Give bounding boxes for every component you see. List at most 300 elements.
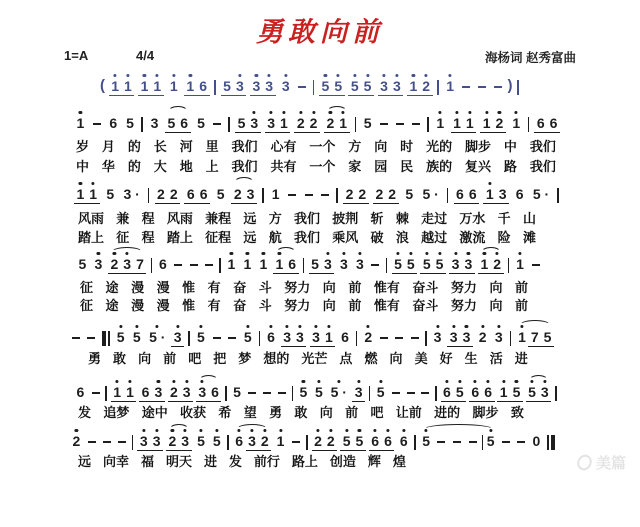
lyric-word: 进的	[434, 405, 461, 420]
lyric-word: 前	[345, 405, 359, 420]
note-digit: 2	[314, 433, 322, 449]
note	[92, 250, 105, 274]
octave-dot-high	[409, 252, 412, 255]
note-digit: 5	[216, 186, 225, 202]
note	[265, 109, 278, 133]
lyric-word: 向	[374, 139, 388, 154]
octave-dot-high	[246, 325, 249, 328]
note	[361, 72, 374, 96]
note	[221, 72, 234, 96]
note	[541, 323, 554, 347]
octave-dot-high	[113, 252, 116, 255]
lyric-word: 族的	[426, 159, 453, 174]
lyric-word: 希	[218, 405, 232, 420]
note	[233, 427, 246, 451]
note	[516, 323, 529, 347]
octave-dot-high	[199, 325, 202, 328]
note-digit: 3	[462, 329, 471, 345]
note	[352, 378, 365, 402]
note-group	[309, 250, 335, 274]
note	[134, 250, 147, 274]
lyric-word: 努力	[284, 280, 311, 295]
note-digit: 2	[72, 433, 81, 449]
octave-dot-high	[119, 325, 122, 328]
note	[258, 427, 271, 451]
note-group	[526, 378, 552, 402]
duration-dash	[462, 86, 470, 88]
note	[87, 180, 100, 204]
lyric-word: 敢	[294, 405, 308, 420]
note-group	[155, 180, 181, 204]
lyric-word: 奋斗	[412, 280, 439, 295]
note	[241, 250, 254, 274]
note-digit: 3	[449, 329, 458, 345]
note-digit: 2	[170, 384, 178, 400]
note-digit: 3	[380, 78, 388, 94]
lyric-word: 我们	[293, 230, 320, 245]
octave-dot-high	[97, 252, 100, 255]
note-digit: 3	[464, 256, 473, 272]
note	[214, 180, 227, 204]
note	[184, 180, 197, 204]
octave-dot-high	[498, 111, 501, 114]
note-group	[319, 72, 345, 96]
thick-bar	[102, 331, 107, 346]
note-digit: 1	[465, 115, 474, 131]
note-digit: 6	[549, 115, 558, 131]
lyric-word: 方	[268, 211, 282, 226]
octave-dot-high	[201, 380, 204, 383]
octave-dot-high	[215, 429, 218, 432]
note	[281, 323, 294, 347]
note-digit: 3	[339, 256, 348, 272]
note	[466, 180, 479, 204]
note	[139, 378, 152, 402]
note	[250, 72, 263, 96]
lyric-word: 踏上	[166, 230, 193, 245]
note-digit: 6	[199, 78, 208, 94]
lyric-word: 中	[76, 159, 90, 174]
note-group	[516, 323, 554, 347]
note-digit: 2	[157, 186, 165, 202]
note	[194, 323, 207, 347]
note	[273, 250, 286, 274]
note-digit: 3	[494, 329, 503, 345]
note-digit: 5	[512, 384, 521, 400]
lyric-word: 园	[374, 159, 388, 174]
note-group	[111, 378, 137, 402]
lyric-word: 风雨	[78, 211, 105, 226]
note	[478, 250, 491, 274]
section-barline	[102, 331, 110, 346]
octave-dot-high	[358, 429, 361, 432]
note	[233, 72, 246, 96]
note	[167, 72, 180, 96]
note-digit: 1	[186, 78, 195, 94]
note-digit: 2	[358, 186, 367, 202]
lyric-word: 披荆	[332, 211, 359, 226]
note-digit: 6	[186, 186, 195, 202]
octave-dot-high	[269, 325, 272, 328]
note	[378, 72, 391, 96]
lyric-word: 上	[205, 159, 219, 174]
note-digit: 6	[199, 186, 208, 202]
note-digit: 6	[76, 384, 85, 400]
note	[420, 180, 441, 204]
note-digit: 2	[495, 115, 504, 131]
note	[514, 250, 527, 274]
lyric-word: 吧	[188, 351, 202, 366]
octave-dot-high	[298, 325, 301, 328]
note	[404, 250, 417, 274]
note-digit: 1	[76, 186, 85, 202]
note	[392, 250, 405, 274]
note-group	[137, 427, 163, 451]
note-digit: 3	[265, 78, 274, 94]
lyric-word: 大	[153, 159, 167, 174]
note-digit: 5	[126, 115, 134, 131]
note	[441, 378, 454, 402]
lyric-word: 把	[213, 351, 227, 366]
note	[328, 378, 349, 402]
lyric-word: 复兴	[464, 159, 491, 174]
note-group	[166, 427, 192, 451]
note-group	[534, 109, 560, 133]
lyric-word: 努力	[284, 298, 311, 313]
note-digit: 6	[211, 384, 219, 400]
note	[294, 323, 307, 347]
note-group	[449, 250, 475, 274]
note-digit: 3	[235, 78, 244, 94]
lyric-word: 前	[348, 280, 362, 295]
note-group	[294, 109, 320, 133]
note	[497, 378, 510, 402]
note-group	[168, 378, 194, 402]
note-digit: 6	[384, 433, 392, 449]
note	[297, 378, 310, 402]
note-digit: 2	[296, 115, 305, 131]
lyric-word: 里	[205, 139, 219, 154]
music-line-2	[74, 109, 560, 133]
lyric-word: 征	[80, 298, 94, 313]
note	[321, 250, 334, 274]
duration-dash	[453, 441, 461, 443]
note-digit: 3	[433, 329, 442, 345]
note-digit: 2	[375, 186, 384, 202]
note-group	[469, 378, 495, 402]
note-digit: 5	[394, 256, 402, 272]
note	[121, 250, 134, 274]
note	[196, 378, 209, 402]
note-digit: 5	[116, 329, 125, 345]
note	[74, 109, 87, 133]
note-digit: 2	[169, 186, 178, 202]
octave-dot-high	[156, 325, 159, 328]
note-digit: 1	[453, 115, 461, 131]
note-digit: 5	[106, 186, 115, 202]
lyric-word: 途	[105, 298, 119, 313]
octave-dot-high	[128, 380, 131, 383]
octave-dot-high	[189, 74, 192, 77]
note	[111, 378, 124, 402]
note-group	[221, 72, 247, 96]
note-digit: 1	[280, 115, 288, 131]
duration-dash	[412, 123, 420, 125]
note-group	[420, 250, 446, 274]
barline	[414, 435, 416, 450]
lyric-word: 程	[141, 230, 155, 245]
lyric-word: 千	[497, 211, 511, 226]
note-group	[420, 427, 497, 451]
note-digit: 6	[141, 384, 150, 400]
note	[147, 323, 168, 347]
note-digit: 3	[198, 384, 207, 400]
note	[124, 109, 137, 133]
octave-dot-high	[467, 252, 470, 255]
lyric-word: 山	[522, 211, 536, 226]
octave-dot-high	[126, 74, 129, 77]
lyric-word: 途	[105, 280, 119, 295]
note	[491, 250, 504, 274]
note-digit: 5	[212, 433, 221, 449]
lyric-word: 致	[510, 405, 524, 420]
barline	[437, 80, 439, 95]
music-line-7	[70, 427, 556, 451]
duration-dash	[532, 264, 540, 266]
lyric-word: 征	[80, 280, 94, 295]
note	[340, 427, 353, 451]
note-digit: 5	[528, 384, 536, 400]
note	[454, 180, 467, 204]
note	[337, 250, 350, 274]
octave-dot-high	[530, 380, 533, 383]
song-title: 勇敢向前	[256, 17, 384, 48]
lyric-word: 家	[348, 159, 362, 174]
octave-dot-high	[253, 111, 256, 114]
duration-dash	[371, 264, 379, 266]
lyric-word: 路	[503, 159, 517, 174]
lyric-word: 有	[207, 280, 221, 295]
lyric-word: 美	[414, 351, 428, 366]
lyric-word: 征	[116, 230, 130, 245]
octave-dot-high	[543, 380, 546, 383]
note	[319, 72, 332, 96]
note-digit: 2	[110, 256, 119, 272]
lyric-word: 奋斗	[412, 298, 439, 313]
lyric-word: 踏上	[78, 230, 105, 245]
lyric-word: 走过	[421, 211, 448, 226]
note-digit: 2	[260, 433, 269, 449]
note-digit: 5	[315, 384, 323, 400]
octave-dot-high	[345, 429, 348, 432]
lyric-word: 收获	[180, 405, 207, 420]
lyric-word: 远	[243, 230, 257, 245]
lyric-word: 向	[322, 298, 336, 313]
note-digit: 5	[321, 78, 330, 94]
octave-dot-high	[487, 380, 490, 383]
note	[373, 180, 386, 204]
barline	[356, 331, 358, 346]
note-digit: 3	[150, 115, 159, 131]
note	[337, 109, 350, 133]
note	[209, 378, 222, 402]
barline	[369, 386, 371, 401]
octave-dot-high	[515, 111, 518, 114]
duration-dash	[213, 123, 221, 125]
note	[197, 72, 210, 96]
duration-dash	[248, 392, 256, 394]
barline	[528, 117, 530, 132]
duration-dash	[321, 194, 329, 196]
lyrics-line-6-v1	[78, 402, 524, 421]
barline	[482, 435, 484, 450]
octave-dot-high	[489, 429, 492, 432]
barline	[219, 258, 221, 273]
duration-dash	[478, 86, 486, 88]
octave-dot-high	[386, 429, 389, 432]
lyric-word: 滩	[522, 230, 536, 245]
note-digit: 3	[123, 256, 132, 272]
octave-dot-high	[135, 325, 138, 328]
octave-dot-high	[314, 325, 317, 328]
note-group	[273, 250, 299, 274]
note	[453, 378, 466, 402]
octave-dot-high	[326, 252, 329, 255]
close-paren: )	[507, 77, 513, 94]
lyric-word: 辉	[367, 454, 381, 469]
duration-dash	[92, 392, 100, 394]
lyric-word: 破	[370, 230, 384, 245]
lyric-word: 河	[179, 139, 193, 154]
note	[420, 427, 433, 451]
note	[70, 427, 83, 451]
note	[309, 250, 322, 274]
lyric-word: 兼	[116, 211, 130, 226]
lyric-word: 棘	[395, 211, 409, 226]
barline	[386, 258, 388, 273]
octave-dot-high	[155, 429, 158, 432]
note	[374, 378, 387, 402]
note-group	[139, 378, 165, 402]
note	[294, 109, 307, 133]
barline	[435, 386, 437, 401]
lyric-word: 岁	[76, 139, 90, 154]
lyrics-line-3-v2	[78, 227, 536, 246]
lyrics-line-3-v1	[78, 208, 536, 227]
note-group	[196, 378, 222, 402]
octave-dot-high	[278, 252, 281, 255]
note	[493, 109, 506, 133]
lyric-word: 惟有	[373, 298, 400, 313]
note-digit: 3	[246, 186, 255, 202]
note	[114, 323, 127, 347]
duration-dash	[118, 441, 126, 443]
note-digit: 3	[281, 78, 290, 94]
lyric-word: 远	[243, 211, 257, 226]
note	[108, 250, 121, 274]
note	[449, 250, 462, 274]
note-digit: 1	[436, 115, 445, 131]
note	[107, 109, 120, 133]
note-digit: 1	[259, 256, 268, 272]
lyric-word: 漫	[156, 298, 170, 313]
note	[74, 180, 87, 204]
octave-dot-high	[402, 429, 405, 432]
duration-dash	[421, 392, 429, 394]
barline	[303, 258, 305, 273]
note-digit: 3	[312, 329, 320, 345]
octave-dot-high	[366, 74, 369, 77]
note	[369, 427, 382, 451]
lyric-word: 一个	[309, 139, 336, 154]
lyric-word: 险	[497, 230, 511, 245]
note-digit: 1	[140, 78, 149, 94]
lyric-word: 漫	[131, 280, 145, 295]
note	[322, 323, 335, 347]
octave-dot-high	[452, 325, 455, 328]
note-digit: 2	[309, 115, 318, 131]
barline	[306, 435, 308, 450]
note	[152, 378, 165, 402]
octave-dot-high	[317, 380, 320, 383]
note-group	[310, 323, 336, 347]
note	[397, 427, 410, 451]
note-digit: 6	[443, 384, 451, 400]
lyric-word: 我们	[231, 139, 258, 154]
octave-dot-high	[502, 380, 505, 383]
octave-dot-high	[436, 325, 439, 328]
lyric-word: 兼程	[205, 211, 232, 226]
octave-dot-high	[357, 380, 360, 383]
note-digit: 5	[299, 384, 308, 400]
octave-dot-high	[263, 429, 266, 432]
octave-dot-high	[518, 252, 521, 255]
note	[269, 180, 282, 204]
thin-bar	[547, 435, 549, 450]
note	[104, 180, 117, 204]
octave-dot-high	[156, 74, 159, 77]
note	[235, 109, 248, 133]
lyric-word: 时	[400, 139, 414, 154]
note-digit: 1	[485, 186, 494, 202]
note-group	[324, 109, 350, 133]
barline	[214, 80, 216, 95]
note-digit: 1	[324, 329, 333, 345]
lyrics-line-4-v2	[80, 295, 528, 314]
lyric-word: 前	[163, 351, 177, 366]
note	[353, 250, 366, 274]
note	[390, 72, 403, 96]
note-digit: 5 ·	[330, 384, 347, 400]
lyric-word: 的	[127, 159, 141, 174]
note	[184, 72, 197, 96]
note-digit: 3	[94, 256, 103, 272]
barline	[557, 188, 559, 203]
octave-dot-high	[79, 182, 82, 185]
thick-bar	[551, 435, 556, 450]
lyric-word: 努力	[450, 280, 477, 295]
lyric-word: 惟有	[373, 280, 400, 295]
duration-dash	[469, 441, 477, 443]
note-digit: 3	[540, 384, 549, 400]
lyric-word: 勇	[88, 351, 102, 366]
note	[431, 323, 444, 347]
watermark	[577, 452, 626, 473]
note-digit: 1	[111, 78, 120, 94]
note-digit: 2	[388, 186, 397, 202]
note-digit: 3	[392, 78, 401, 94]
music-line-5	[70, 323, 554, 347]
